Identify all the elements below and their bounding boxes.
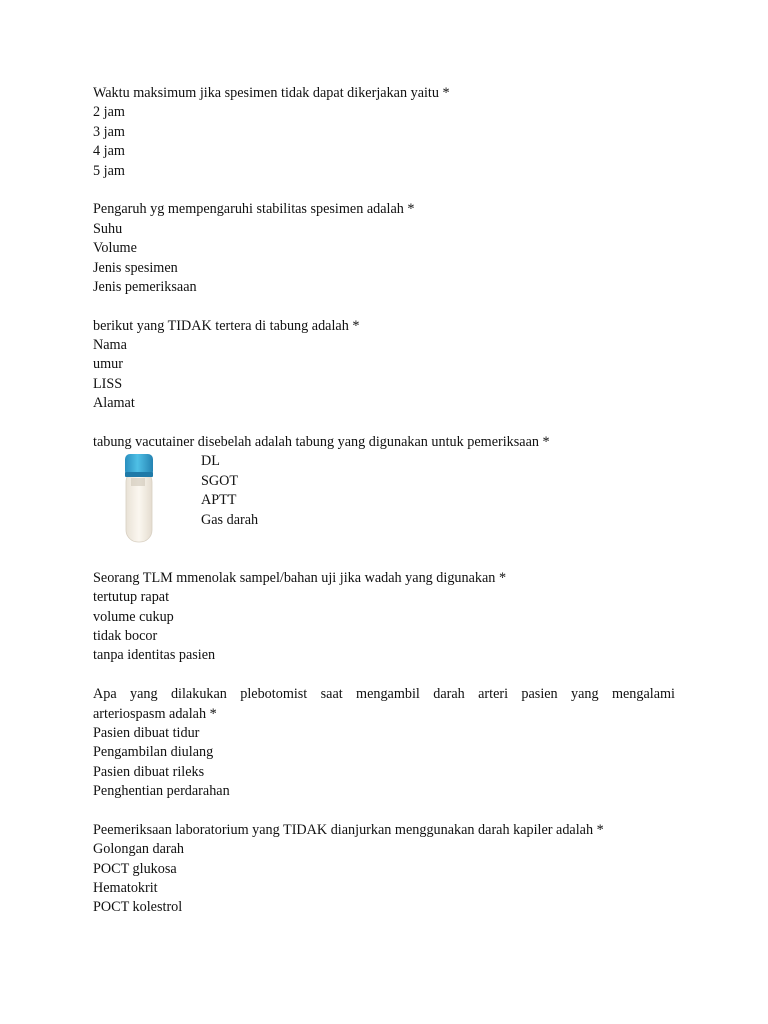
option-text: Nama (93, 337, 127, 354)
spacer (93, 414, 675, 433)
option-text: Hematokrit (93, 880, 158, 897)
question-text: Waktu maksimum jika spesimen tidak dapat dikerjakan yaitu * (93, 85, 450, 101)
question-block (93, 200, 675, 297)
option-text: Gas darah (201, 511, 259, 528)
question-text: Apa yang dilakukan plebotomist saat mengambil darah arteri pasien yang mengalami (93, 686, 675, 703)
spacer (93, 181, 675, 200)
option-text: Volume (93, 240, 137, 257)
question-block (93, 569, 675, 666)
option-text: tanpa identitas pasien (93, 647, 216, 664)
option-text: 4 jam (93, 143, 125, 160)
question-block (93, 821, 675, 918)
vacutainer-tube-icon (119, 452, 159, 546)
option-text: Alamat (93, 395, 135, 412)
question-block (93, 317, 675, 414)
question-text: Peemeriksaan laboratorium yang TIDAK dianjurkan menggunakan darah kapiler adalah * (93, 821, 604, 838)
spacer (93, 297, 675, 316)
spacer (93, 802, 675, 821)
document-page (93, 84, 675, 918)
option-text: 2 jam (93, 104, 125, 121)
spacer (93, 666, 675, 685)
option-text: Pasien dibuat rileks (93, 763, 205, 780)
question-block (93, 433, 675, 549)
option-text: umur (93, 356, 123, 373)
option-text: Jenis spesimen (93, 259, 178, 276)
question-text: Pengaruh yg mempengaruhi stabilitas spesimen adalah * (93, 201, 415, 218)
option-text: 3 jam (93, 123, 125, 140)
option-text: APTT (201, 492, 237, 509)
spacer (93, 549, 675, 568)
option-text: Pengambilan diulang (93, 744, 214, 761)
option-list (201, 452, 258, 530)
option-text: DL (201, 453, 220, 470)
option-text: Golongan darah (93, 841, 185, 858)
question-block (93, 84, 675, 181)
question-text: Seorang TLM mmenolak sampel/bahan uji jika wadah yang digunakan * (93, 569, 507, 586)
option-text: Jenis pemeriksaan (93, 278, 197, 295)
image-options-row (93, 452, 675, 549)
option-text: SGOT (201, 472, 239, 489)
option-text: 5 jam (93, 162, 125, 179)
option-text: volume cukup (93, 608, 174, 625)
option-text: POCT kolestrol (93, 899, 183, 916)
option-text: Pasien dibuat tidur (93, 724, 200, 741)
option-text: tidak bocor (93, 627, 158, 644)
question-text: berikut yang TIDAK tertera di tabung adalah * (93, 317, 360, 334)
option-text: POCT glukosa (93, 860, 177, 877)
question-block (93, 685, 675, 801)
question-text-continued: arteriospasm adalah * (93, 705, 217, 722)
question-text: tabung vacutainer disebelah adalah tabung yang digunakan untuk pemeriksaan * (93, 434, 550, 451)
option-text: tertutup rapat (93, 589, 170, 606)
option-text: Penghentian perdarahan (93, 783, 230, 800)
option-text: LISS (93, 375, 123, 392)
option-text: Suhu (93, 220, 123, 237)
